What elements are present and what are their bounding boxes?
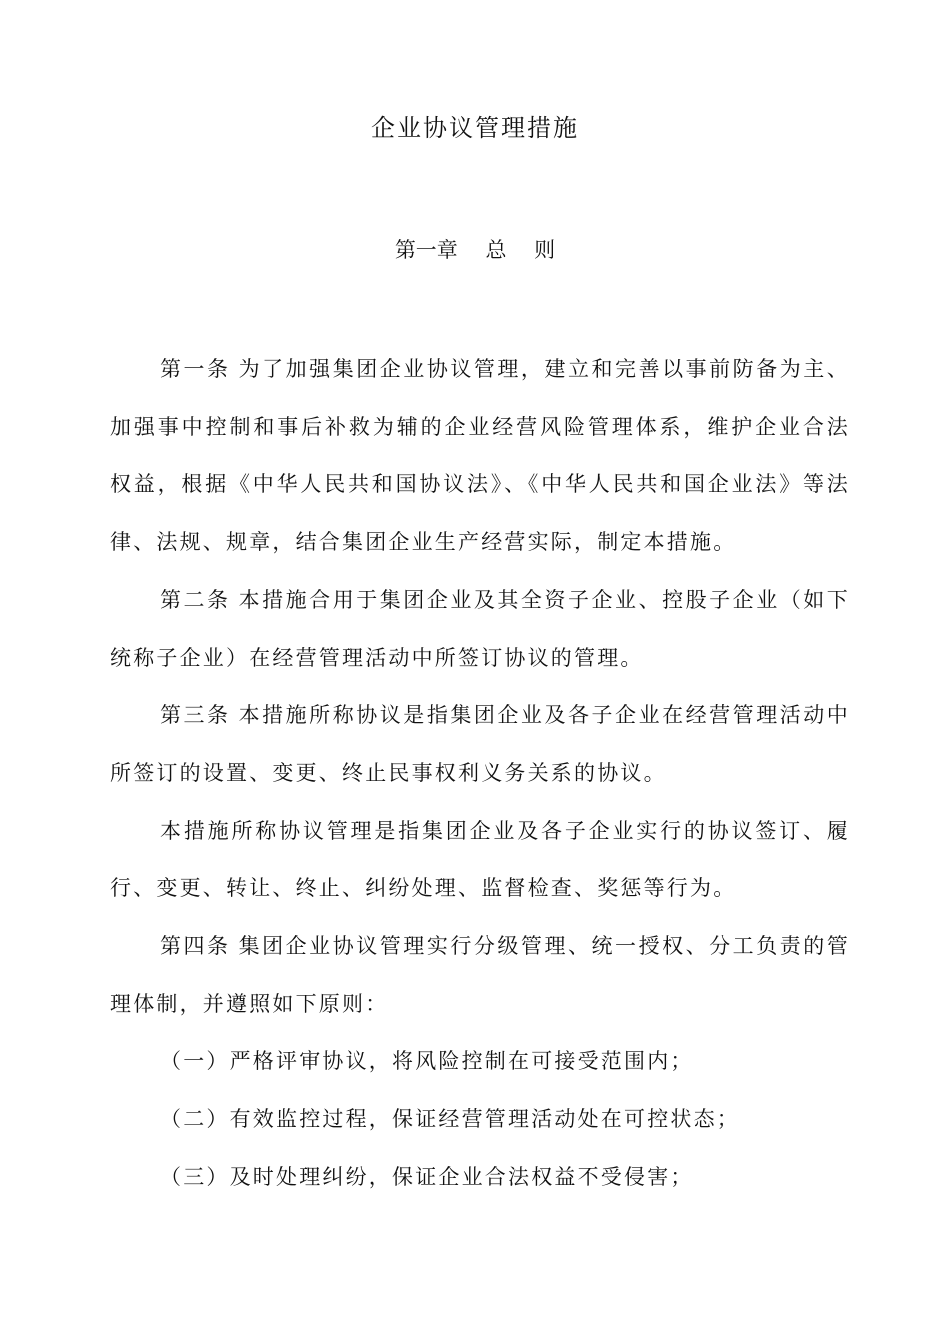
document-body xyxy=(110,341,850,1207)
article-label: 第四条 xyxy=(160,934,231,959)
article-text: 为了加强集团企业协议管理，建立和完善以事前防备为主、加强事中控制和事后补救为辅的企业经营风险管理体系，维护企业合法权益，根据《中华人民共和国协议法》、《中华人民共和国企业法》等法律、法规、规章，结合集团企业生产经营实际，制定本措施。 xyxy=(110,357,850,555)
article-2 xyxy=(110,572,850,687)
article-label: 第二条 xyxy=(160,587,231,612)
chapter-heading: 第一章 总 则 xyxy=(394,238,556,262)
principle-item: （二）有效监控过程，保证经营管理活动处在可控状态； xyxy=(160,1107,740,1132)
article-1 xyxy=(110,341,850,572)
article-3-paragraph-2 xyxy=(110,803,850,918)
article-text: 本措施所称协议是指集团企业及各子企业在经营管理活动中所签订的设置、变更、终止民事权利义务关系的协议。 xyxy=(110,703,850,785)
article-label: 第三条 xyxy=(160,703,231,728)
article-3 xyxy=(110,687,850,802)
article-text: 集团企业协议管理实行分级管理、统一授权、分工负责的管理体制，并遵照如下原则： xyxy=(110,934,850,1016)
article-4 xyxy=(110,918,850,1033)
principle-item: （三）及时处理纠纷，保证企业合法权益不受侵害； xyxy=(160,1164,694,1189)
principle-item: （一）严格评审协议，将风险控制在可接受范围内； xyxy=(160,1049,694,1074)
article-label: 第一条 xyxy=(160,357,231,381)
article-text: 本措施所称协议管理是指集团企业及各子企业实行的协议签订、履行、变更、转让、终止、纠纷处理、监督检查、奖惩等行为。 xyxy=(110,818,850,901)
article-text: 本措施合用于集团企业及其全资子企业、控股子企业（如下统称子企业）在经营管理活动中所签订协议的管理。 xyxy=(110,587,850,670)
document-title: 企业协议管理措施 xyxy=(371,114,579,142)
